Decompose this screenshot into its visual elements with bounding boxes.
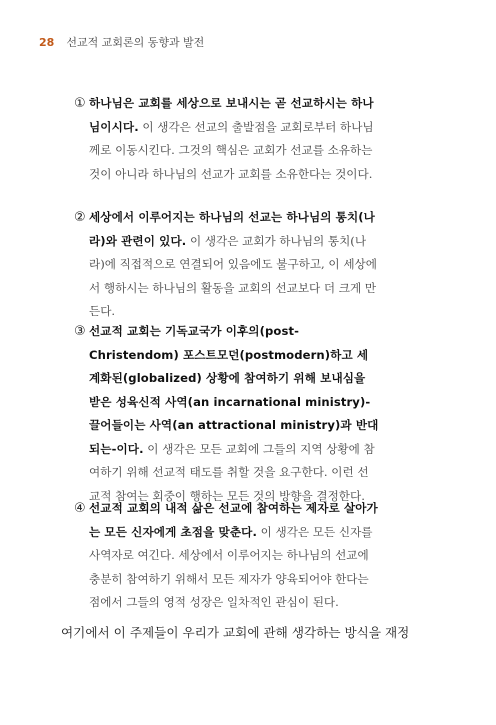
item-heading: 하나님은 교회를 세상으로 보내시는 곧 선교하시는 하나님이시다. xyxy=(89,96,374,134)
running-header xyxy=(39,34,204,50)
list-item xyxy=(74,320,379,508)
item-number: ② xyxy=(74,210,86,225)
item-number: ③ xyxy=(74,324,86,339)
item-body: 이 생각은 교회가 하나님의 통치(나라)에 직접적으로 연결되어 있음에도 불구하고, 이 세상에서 행하시는 하나님의 활동을 교회의 선교보다 더 크게 만든다. xyxy=(89,233,377,318)
item-body: 이 생각은 선교의 출발점을 교회로부터 하나님께로 이동시킨다. 그것의 핵심은 교회가 선교를 소유하는 것이 아니라 하나님의 선교가 교회를 소유한다는 것이다. xyxy=(89,119,374,181)
list-item xyxy=(74,206,379,324)
page-number: 28 xyxy=(39,36,55,49)
body-paragraph: 여기에서 이 주제들이 우리가 교회에 관해 생각하는 방식을 재정 xyxy=(61,625,410,640)
item-body: 이 생각은 모든 신자를 사역자로 여긴다. 세상에서 이루어지는 하나님의 선교에 충분히 참여하기 위해서 모든 제자가 양육되어야 한다는 점에서 그들의 영적 성장은 일차적인 관심이 된다. xyxy=(89,524,373,609)
item-number: ④ xyxy=(74,501,86,516)
item-heading: 선교적 교회의 내적 삶은 선교에 참여하는 제자로 살아가는 모든 신자에게 초점을 맞춘다. xyxy=(89,501,378,539)
item-heading: 세상에서 이루어지는 하나님의 선교는 하나님의 통치(나라)와 관련이 있다. xyxy=(89,210,375,248)
item-heading: 선교적 교회는 기독교국가 이후의(post-Christendom) 포스트모던(postmodern)하고 세계화된(globalized) 상황에 참여하기 위해 보내심을 받은 성육신적 사역(an incarnational ministry)-끌어들이는 사역(an attractional ministry)과 반대되는-이다. xyxy=(89,324,379,456)
running-title: 선교적 교회론의 동향과 발전 xyxy=(66,36,205,49)
list-item xyxy=(74,497,379,615)
item-body: 이 생각은 모든 교회에 그들의 지역 상황에 참여하기 위해 선교적 태도를 취할 것을 요구한다. 이런 선교적 참여는 회중이 행하는 모든 것의 방향을 결정한다. xyxy=(89,441,375,503)
item-number: ① xyxy=(74,96,86,111)
list-item xyxy=(74,92,379,186)
